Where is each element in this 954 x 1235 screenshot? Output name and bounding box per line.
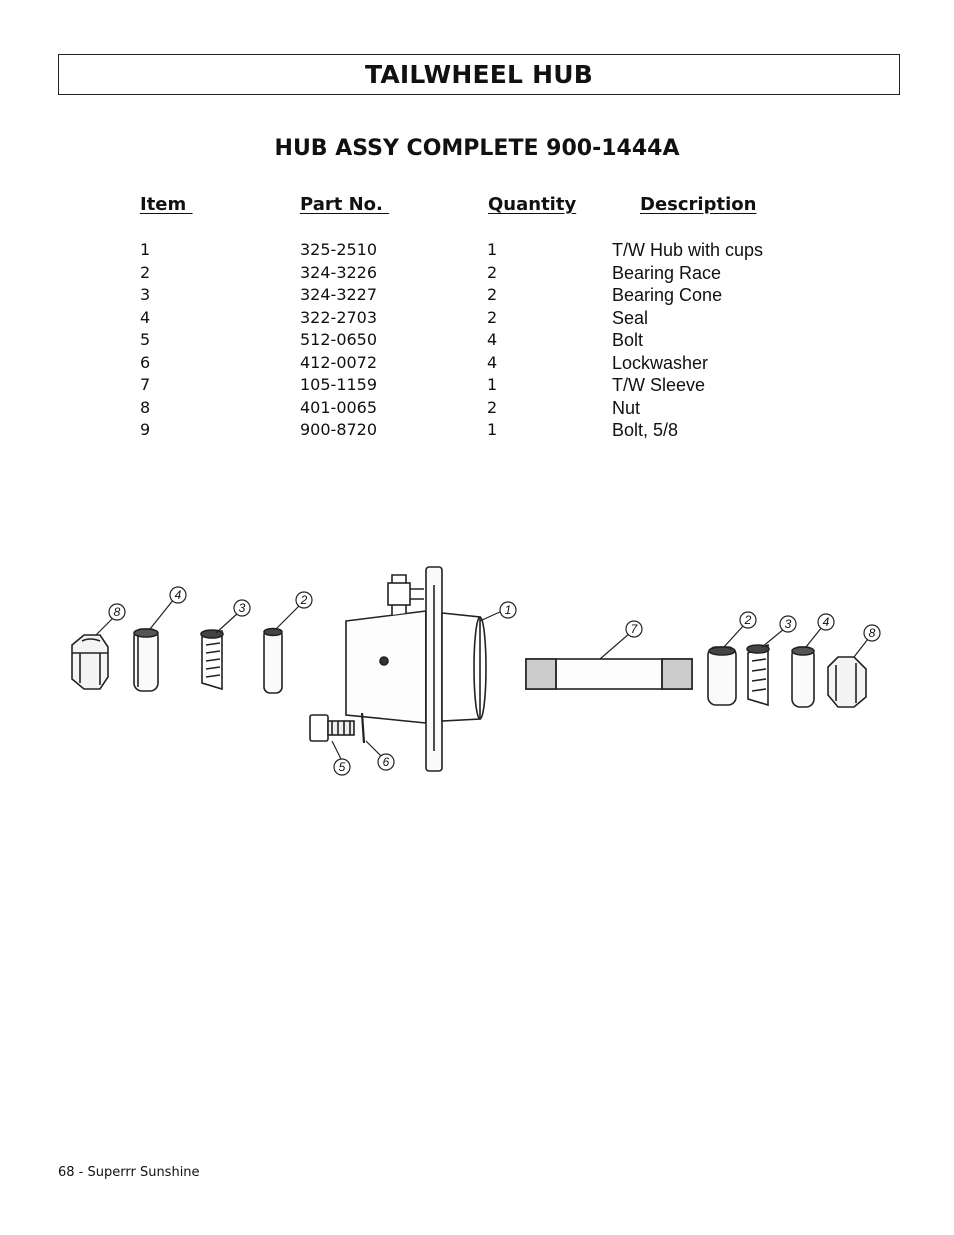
cell-quantity: 2 bbox=[487, 262, 498, 282]
page-title-box bbox=[58, 54, 900, 95]
table-row bbox=[0, 420, 954, 442]
callout-2-right: 2 bbox=[744, 613, 752, 627]
cell-item: 6 bbox=[140, 352, 151, 372]
cell-quantity: 2 bbox=[487, 397, 498, 417]
bearing-race-right-drawing bbox=[708, 647, 736, 705]
nut-right-drawing bbox=[828, 657, 866, 707]
cell-description: Bolt bbox=[612, 330, 644, 350]
cell-quantity: 1 bbox=[487, 420, 498, 439]
cell-item: 3 bbox=[140, 285, 151, 304]
cell-quantity: 1 bbox=[487, 375, 498, 394]
cell-part-no: 322-2703 bbox=[300, 307, 378, 327]
table-row bbox=[0, 240, 954, 262]
cell-item: 5 bbox=[140, 330, 151, 349]
cell-description: Bearing Race bbox=[612, 262, 722, 283]
table-row bbox=[0, 263, 954, 285]
callout-4-right: 4 bbox=[822, 615, 830, 629]
cell-part-no: 401-0065 bbox=[300, 397, 378, 417]
seal-right-drawing bbox=[792, 647, 814, 707]
cell-description: Bolt, 5/8 bbox=[612, 420, 679, 440]
callout-6: 6 bbox=[382, 755, 390, 769]
callout-2-left: 2 bbox=[300, 593, 308, 607]
cell-part-no: 412-0072 bbox=[300, 352, 378, 372]
bearing-cone-right-drawing bbox=[747, 645, 769, 705]
callout-5: 5 bbox=[338, 760, 346, 774]
bearing-race-left-drawing bbox=[264, 629, 282, 694]
table-row bbox=[0, 398, 954, 420]
cell-quantity: 2 bbox=[487, 307, 498, 327]
cell-item: 4 bbox=[140, 307, 151, 327]
cell-description: Bearing Cone bbox=[612, 285, 723, 305]
callout-3-left: 3 bbox=[238, 601, 246, 615]
callout-8-left: 8 bbox=[113, 605, 121, 619]
callout-3-right: 3 bbox=[784, 617, 792, 631]
cell-description: T/W Hub with cups bbox=[612, 240, 764, 260]
cell-part-no: 900-8720 bbox=[300, 420, 378, 439]
cell-part-no: 325-2510 bbox=[300, 240, 378, 259]
callout-7: 7 bbox=[630, 622, 638, 636]
cell-quantity: 2 bbox=[487, 285, 498, 304]
cell-description: Lockwasher bbox=[612, 352, 709, 373]
cell-item: 2 bbox=[140, 262, 151, 282]
callout-4-left: 4 bbox=[174, 588, 182, 602]
table-row bbox=[0, 308, 954, 330]
cell-item: 7 bbox=[140, 375, 151, 394]
header-description: Description bbox=[640, 194, 757, 215]
header-part-no: Part No. bbox=[300, 194, 390, 215]
page-footer: 68 - Superrr Sunshine bbox=[58, 1165, 200, 1180]
cell-part-no: 512-0650 bbox=[300, 330, 378, 349]
callout-1: 1 bbox=[504, 603, 512, 617]
assembly-subtitle: HUB ASSY COMPLETE 900-1444A bbox=[274, 136, 680, 161]
table-row bbox=[0, 330, 954, 352]
cell-quantity: 1 bbox=[487, 240, 498, 259]
nut-left-drawing bbox=[72, 635, 108, 689]
cell-part-no: 324-3227 bbox=[300, 285, 378, 304]
cell-item: 8 bbox=[140, 397, 151, 417]
header-item: Item bbox=[140, 194, 193, 215]
exploded-hub-diagram bbox=[60, 555, 900, 790]
page-title: TAILWHEEL HUB bbox=[365, 60, 593, 89]
cell-description: Nut bbox=[612, 397, 641, 418]
table-row bbox=[0, 375, 954, 397]
bearing-cone-left-drawing bbox=[201, 630, 223, 689]
cell-part-no: 324-3226 bbox=[300, 262, 378, 282]
cell-item: 9 bbox=[140, 420, 151, 439]
callout-8-right: 8 bbox=[868, 626, 876, 640]
cell-quantity: 4 bbox=[487, 330, 498, 349]
cell-part-no: 105-1159 bbox=[300, 375, 378, 394]
seal-left-drawing bbox=[134, 629, 158, 691]
cell-item: 1 bbox=[140, 240, 151, 259]
hub-drawing bbox=[346, 567, 486, 771]
cell-description: T/W Sleeve bbox=[612, 375, 706, 395]
cell-quantity: 4 bbox=[487, 352, 498, 372]
table-row bbox=[0, 285, 954, 307]
table-row bbox=[0, 353, 954, 375]
cell-description: Seal bbox=[612, 307, 649, 328]
sleeve-drawing bbox=[526, 659, 692, 689]
bolt-lockwasher-drawing bbox=[310, 713, 364, 743]
header-quantity: Quantity bbox=[488, 194, 577, 215]
